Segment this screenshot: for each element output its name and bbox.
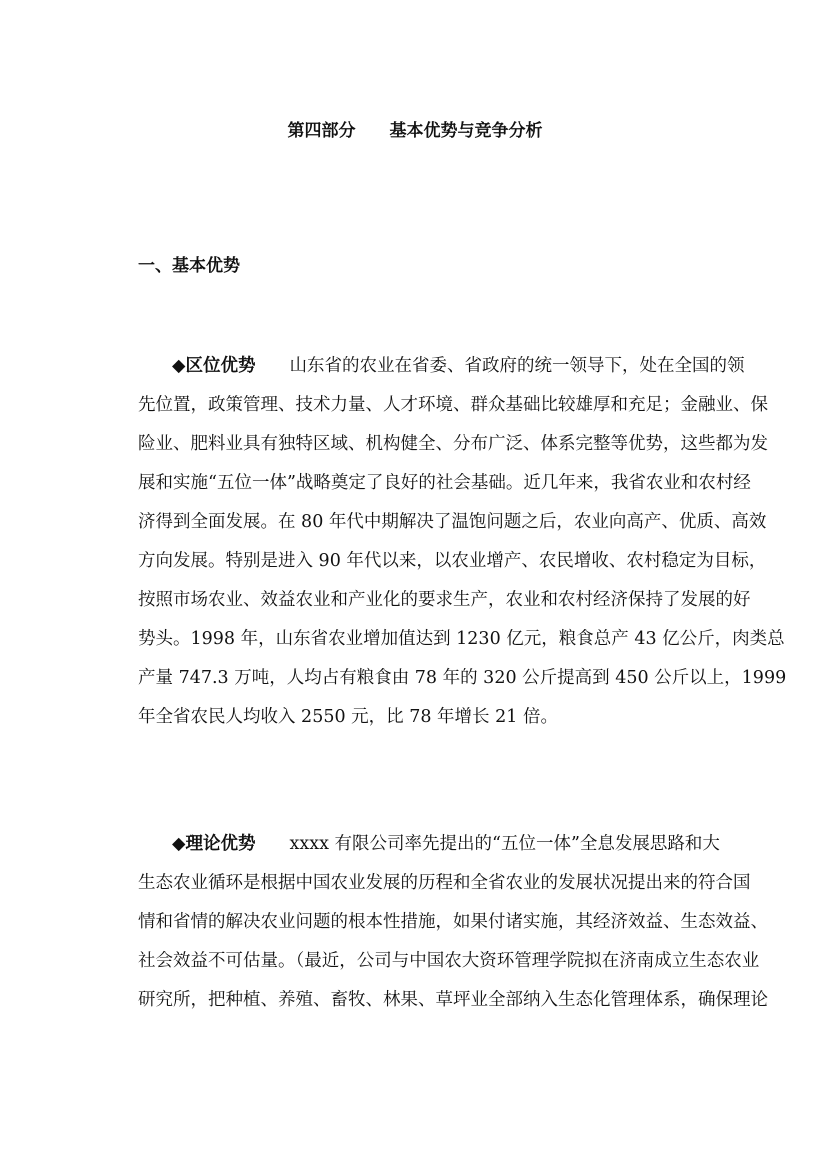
text-line: 年全省农民人均收入 2550 元，比 78 年增长 21 倍。 (138, 707, 558, 727)
text-line: 产量 747.3 万吨，人均占有粮食由 78 年的 320 公斤提高到 450 公斤以上，1999 (138, 668, 787, 688)
text-line: 情和省情的解决农业问题的根本性措施，如果付诸实施，其经济效益、生态效益、 (138, 912, 768, 932)
text-line: 社会效益不可估量。（最近，公司与中国农大资环管理学院拟在济南成立生态农业 (138, 951, 760, 971)
text-line: 山东省的农业在省委、省政府的统一领导下，处在全国的领 (289, 356, 745, 376)
paragraph-lead: ◆区位优势 (172, 356, 256, 376)
text-line: 势头。1998 年，山东省农业增加值达到 1230 亿元，粮食总产 43 亿公斤，肉类总 (138, 629, 785, 649)
text-line: 济得到全面发展。在 80 年代中期解决了温饱问题之后，农业向高产、优质、高效 (138, 512, 767, 532)
paragraph-location-advantage (138, 353, 787, 743)
page-title (0, 116, 830, 141)
text-line: 先位置，政策管理、技术力量、人才环境、群众基础比较雄厚和充足；金融业、保 (138, 395, 768, 415)
text-line: xxxx 有限公司率先提出的“五位一体”全息发展思路和大 (289, 834, 720, 854)
text-line: 险业、肥料业具有独特区域、机构健全、分布广泛、体系完整等优势，这些都为发 (138, 434, 768, 454)
section-heading: 一、基本优势 (138, 256, 240, 276)
text-line: 按照市场农业、效益农业和产业化的要求生产，农业和农村经济保持了发展的好 (138, 590, 751, 610)
text-line: 研究所，把种植、养殖、畜牧、林果、草坪业全部纳入生态化管理体系，确保理论 (138, 990, 768, 1010)
text-line: 展和实施“五位一体”战略奠定了良好的社会基础。近几年来，我省农业和农村经 (138, 473, 751, 493)
part-label: 第四部分 (287, 121, 356, 141)
text-line: 方向发展。特别是进入 90 年代以来，以农业增产、农民增收、农村稳定为目标， (138, 551, 767, 571)
text-line: 生态农业循环是根据中国农业发展的历程和全省农业的发展状况提出来的符合国 (138, 873, 751, 893)
paragraph-lead: ◆理论优势 (172, 834, 256, 854)
part-name: 基本优势与竞争分析 (389, 121, 543, 141)
paragraph-theory-advantage (138, 831, 768, 1026)
